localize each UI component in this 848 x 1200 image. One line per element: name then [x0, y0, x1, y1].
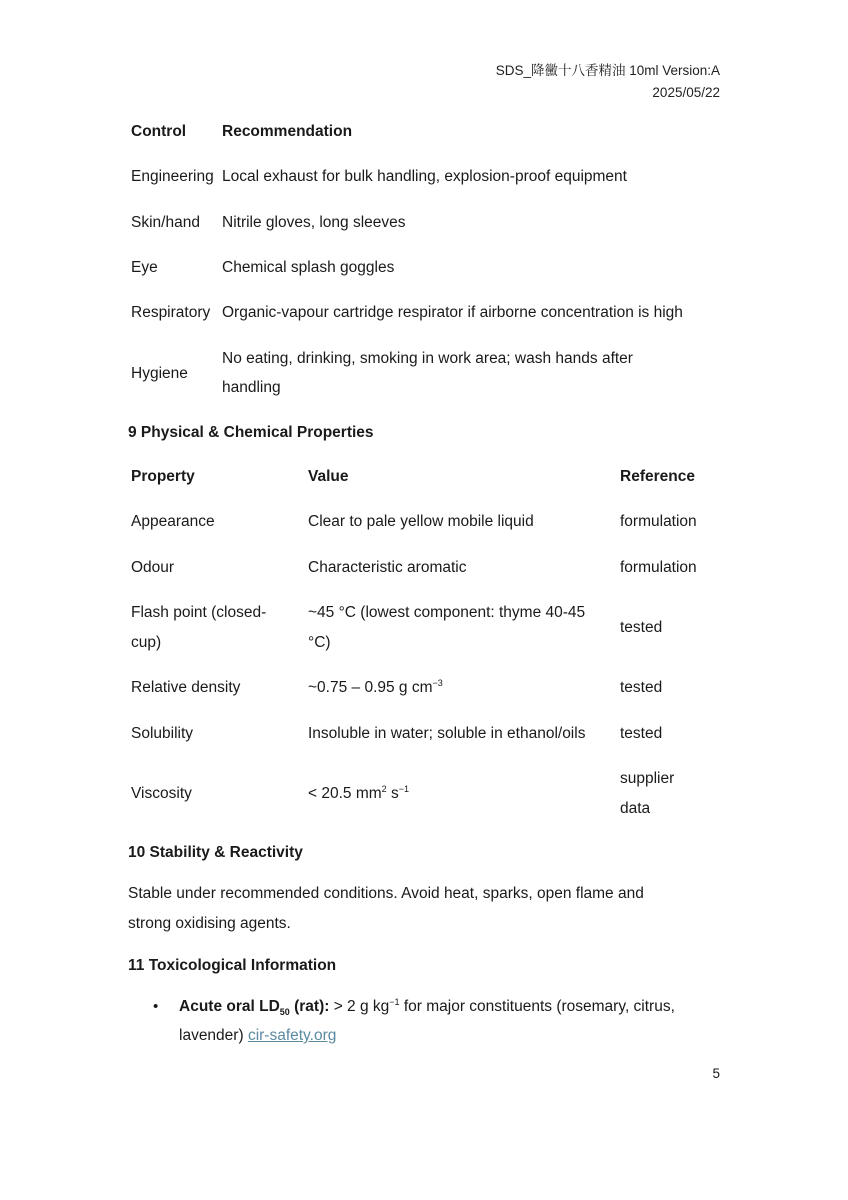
property-cell: Solubility	[131, 725, 194, 742]
section-9-heading: 9 Physical & Chemical Properties	[128, 424, 374, 441]
value-cell: Characteristic aromatic	[308, 559, 467, 576]
bullet-description-cont: lavender)	[179, 1027, 248, 1044]
value-cell	[308, 779, 409, 809]
bullet-label-subscript: 50	[279, 1007, 290, 1018]
source-link[interactable]: cir-safety.org	[247, 1027, 337, 1044]
bullet-label	[179, 998, 330, 1018]
control-cell: Respiratory	[131, 304, 211, 321]
value-exponent: −1	[398, 783, 409, 794]
bullet-value-exponent: −1	[389, 996, 400, 1007]
value-cell-line1: ~45 °C (lowest component: thyme 40-45	[308, 604, 586, 621]
reference-cell: tested	[620, 725, 663, 742]
recommendation-cell: Chemical splash goggles	[222, 259, 395, 276]
page-number: 5	[712, 1066, 720, 1081]
bullet-value: > 2 g kg	[329, 998, 390, 1015]
recommendation-cell: Organic-vapour cartridge respirator if airborne concentration is high	[222, 304, 683, 321]
bullet-label-end: (rat):	[289, 998, 330, 1015]
bullet-description: for major constituents (rosemary, citrus,	[399, 998, 675, 1015]
recommendation-cell-line1: No eating, drinking, smoking in work area; wash hands after	[222, 350, 633, 367]
value-exponent: 2	[381, 783, 387, 794]
section-10-heading: 10 Stability & Reactivity	[128, 844, 303, 861]
reference-cell-line2: data	[620, 800, 651, 817]
col-header-control: Control	[131, 123, 187, 140]
control-cell: Eye	[131, 259, 158, 276]
property-cell-line2: cup)	[131, 634, 162, 651]
property-cell: Viscosity	[131, 785, 192, 802]
recommendation-cell-line2: handling	[222, 379, 281, 396]
col-header-reference: Reference	[620, 468, 695, 485]
property-cell-line1: Flash point (closed-	[131, 604, 267, 621]
col-header-recommendation: Recommendation	[222, 123, 353, 140]
col-header-value: Value	[308, 468, 349, 485]
property-cell: Appearance	[131, 513, 215, 530]
bullet-marker: •	[153, 998, 159, 1015]
value-exponent: −3	[432, 677, 443, 688]
recommendation-cell: Local exhaust for bulk handling, explosion-proof equipment	[222, 168, 627, 185]
section-11-heading: 11 Toxicological Information	[128, 957, 337, 974]
control-cell: Engineering	[131, 168, 214, 185]
section-10-text-line2: strong oxidising agents.	[128, 915, 291, 932]
property-cell: Relative density	[131, 679, 241, 696]
control-cell: Hygiene	[131, 365, 188, 382]
value-text-unit: s	[386, 785, 399, 802]
reference-cell: tested	[620, 679, 663, 696]
document-id: SDS_降黴十八香精油 10ml Version:A	[495, 63, 720, 78]
section-10-text-line1: Stable under recommended conditions. Avoid heat, sparks, open flame and	[128, 885, 644, 902]
reference-cell-line1: supplier	[620, 770, 675, 787]
value-cell	[308, 673, 443, 703]
col-header-property: Property	[131, 468, 195, 485]
reference-cell: formulation	[620, 513, 697, 530]
document-date: 2025/05/22	[652, 85, 720, 100]
bullet-label-text: Acute oral LD	[179, 998, 280, 1015]
reference-cell: formulation	[620, 559, 697, 576]
control-cell: Skin/hand	[131, 214, 200, 231]
value-cell-line2: °C)	[308, 634, 331, 651]
bullet-text-line1	[179, 992, 675, 1022]
value-text: < 20.5 mm	[308, 785, 382, 802]
page-header	[496, 60, 720, 104]
bullet-text-line2	[179, 1021, 336, 1051]
reference-cell: tested	[620, 619, 663, 636]
recommendation-cell: Nitrile gloves, long sleeves	[222, 214, 406, 231]
value-text: ~0.75 – 0.95 g cm	[308, 679, 433, 696]
value-cell: Insoluble in water; soluble in ethanol/oils	[308, 725, 586, 742]
property-cell: Odour	[131, 559, 175, 576]
value-cell: Clear to pale yellow mobile liquid	[308, 513, 534, 530]
